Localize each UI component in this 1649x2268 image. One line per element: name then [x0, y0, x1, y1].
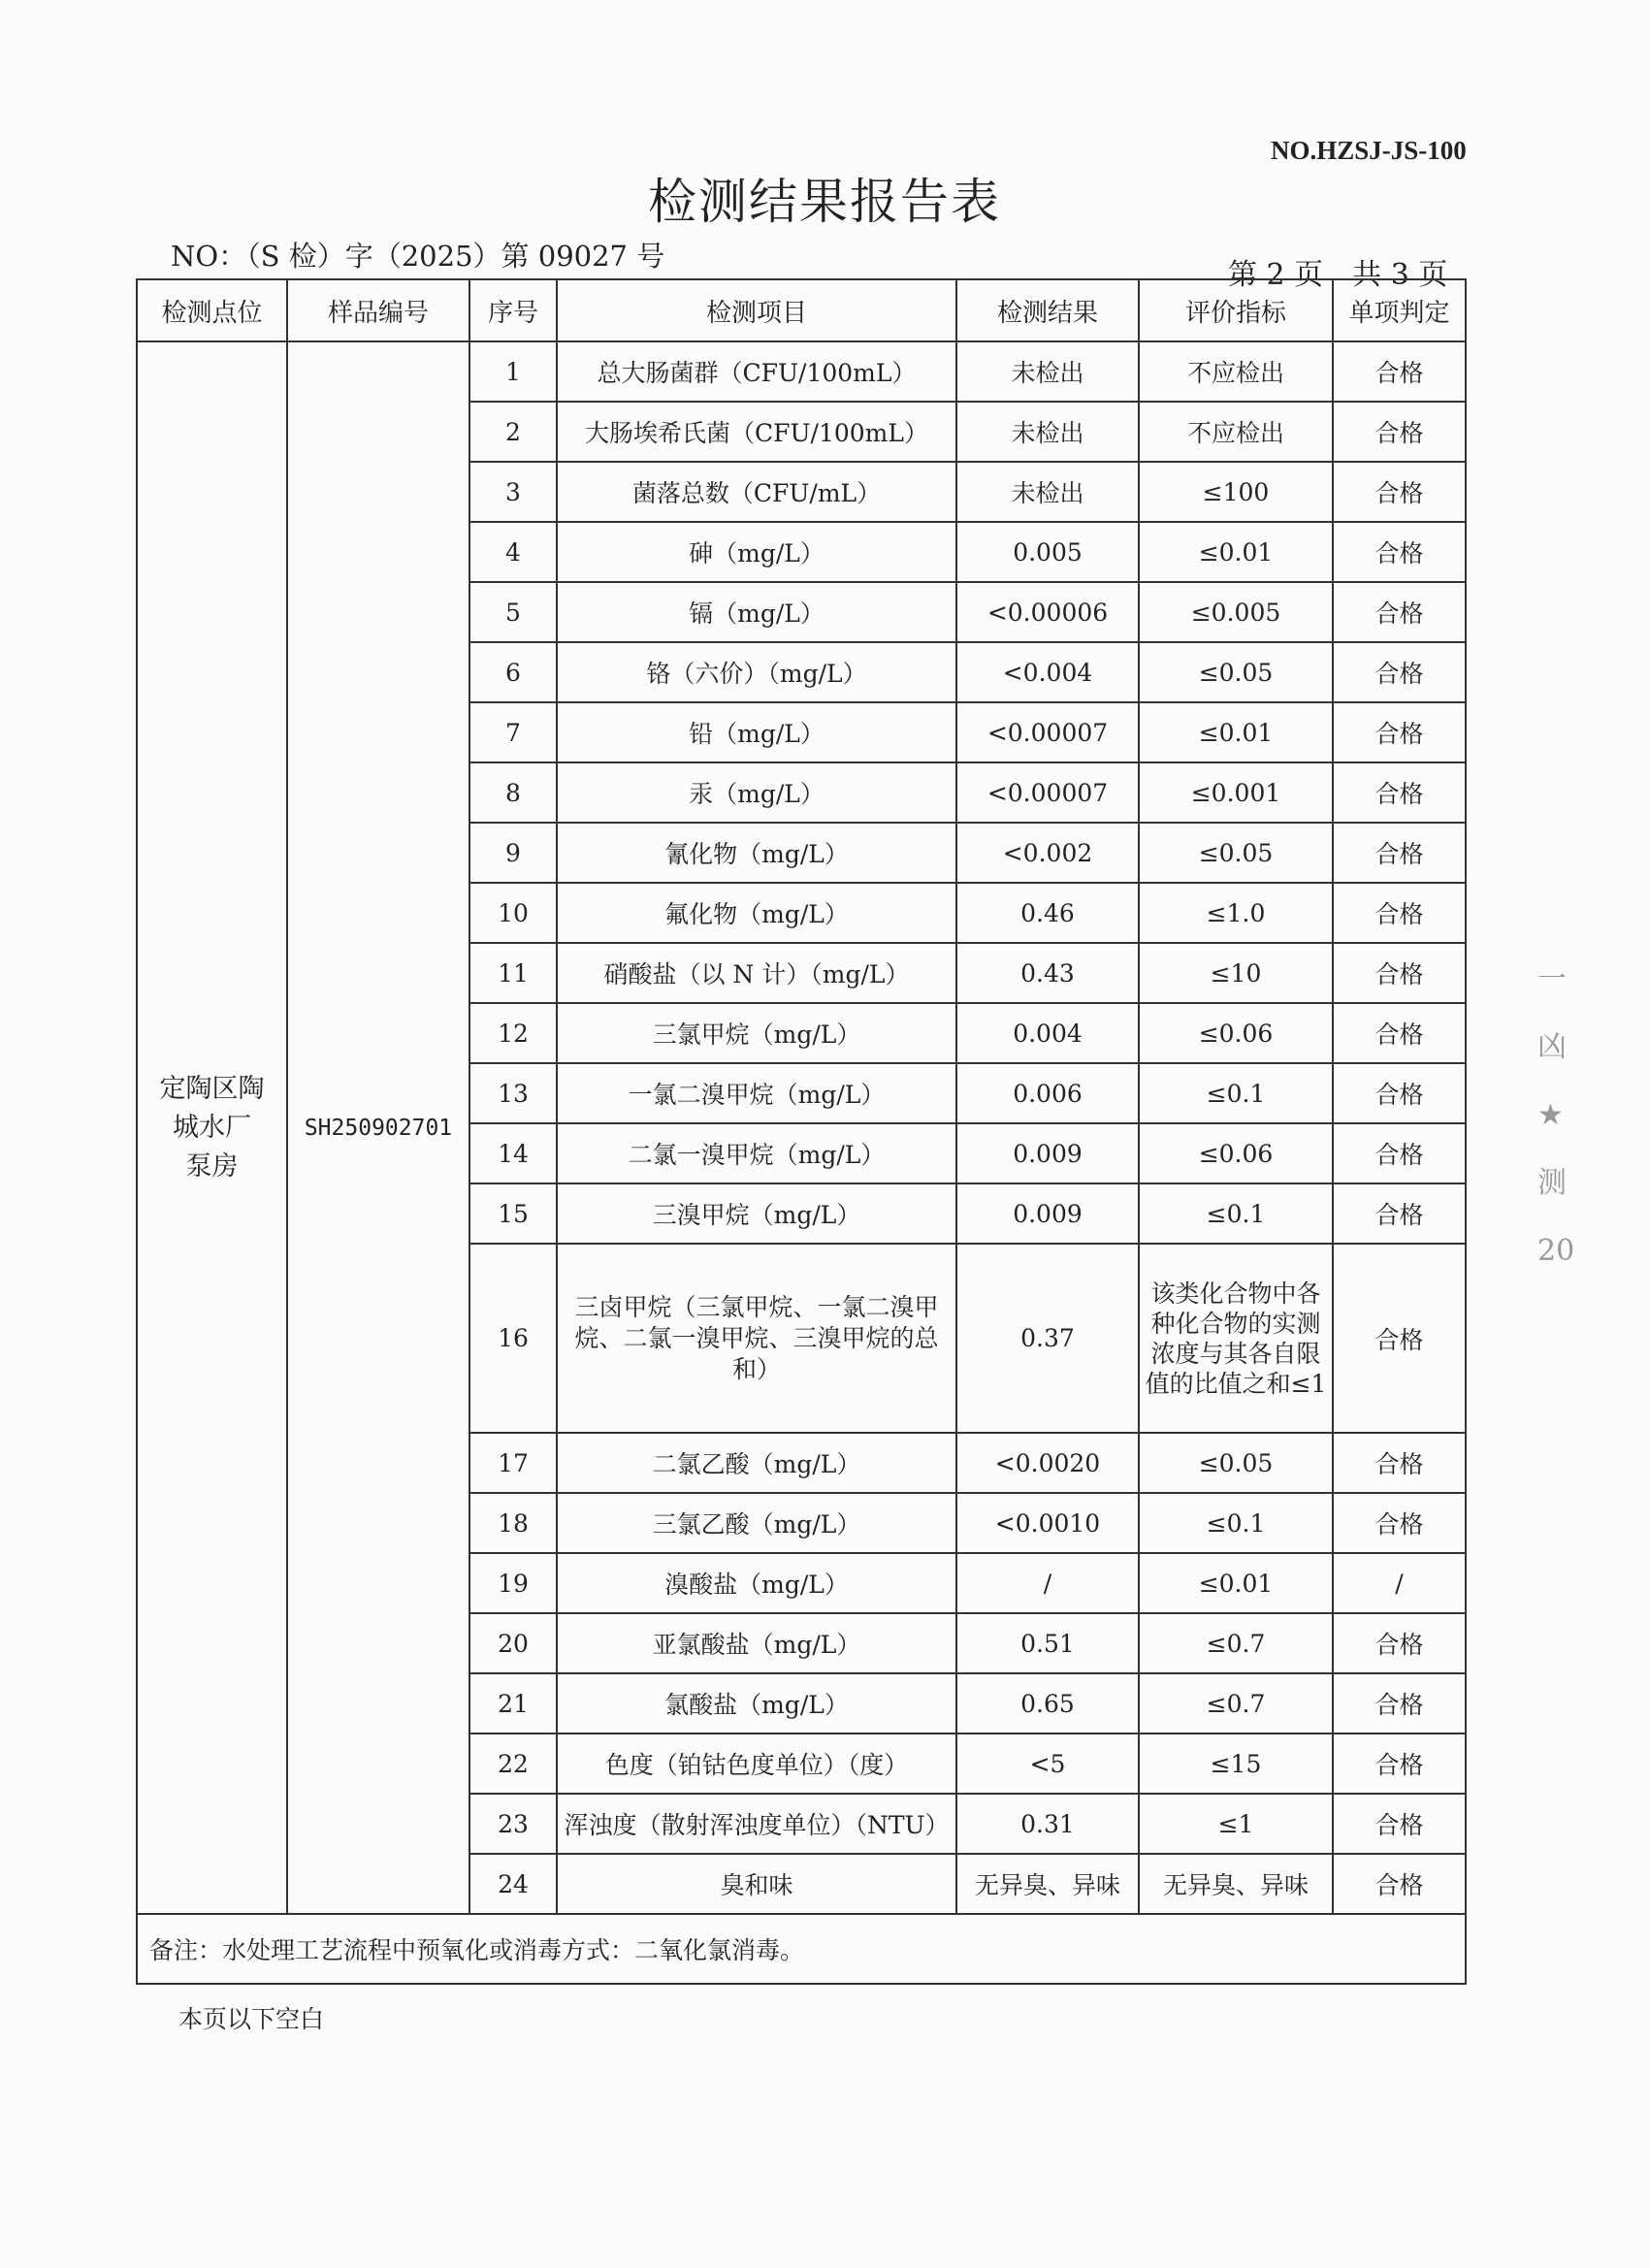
result-cell: <0.004	[956, 642, 1139, 702]
row-number-cell: 3	[469, 462, 557, 522]
criterion-cell: ≤0.1	[1139, 1063, 1333, 1123]
stamp-glyph: ★	[1537, 1098, 1564, 1132]
judgement-cell: 合格	[1333, 341, 1466, 402]
judgement-cell: 合格	[1333, 402, 1466, 462]
remark-row	[137, 1914, 1466, 1984]
criterion-cell: 不应检出	[1139, 402, 1333, 462]
result-cell: <0.0020	[956, 1433, 1139, 1493]
row-number-cell: 4	[469, 522, 557, 582]
judgement-cell: 合格	[1333, 1794, 1466, 1854]
test-item-cell: 三卤甲烷（三氯甲烷、一氯二溴甲烷、二氯一溴甲烷、三溴甲烷的总和）	[557, 1244, 956, 1433]
judgement-cell: 合格	[1333, 1183, 1466, 1244]
criterion-cell: ≤0.005	[1139, 582, 1333, 642]
result-cell: 0.004	[956, 1003, 1139, 1063]
result-cell: <0.00007	[956, 702, 1139, 762]
judgement-cell: 合格	[1333, 823, 1466, 883]
row-number-cell: 11	[469, 943, 557, 1003]
result-cell: <5	[956, 1733, 1139, 1794]
test-item-cell: 色度（铂钴色度单位）（度）	[557, 1733, 956, 1794]
result-cell: 0.009	[956, 1183, 1139, 1244]
test-item-cell: 三溴甲烷（mg/L）	[557, 1183, 956, 1244]
result-cell: <0.0010	[956, 1493, 1139, 1553]
result-cell: 未检出	[956, 341, 1139, 402]
row-number-cell: 6	[469, 642, 557, 702]
test-item-cell: 总大肠菌群（CFU/100mL）	[557, 341, 956, 402]
stamp-fragment	[1537, 946, 1576, 1266]
page-title: 检测结果报告表	[648, 174, 1001, 230]
report-number: NO：（S 检）字（2025）第 09027 号	[171, 240, 665, 273]
results-table	[136, 278, 1467, 1985]
column-header: 检测项目	[557, 279, 956, 341]
stamp-glyph: 20	[1537, 1234, 1575, 1266]
blank-note: 本页以下空白	[178, 2005, 325, 2033]
result-cell: 0.51	[956, 1613, 1139, 1673]
result-cell: <0.002	[956, 823, 1139, 883]
table-body	[137, 341, 1466, 1984]
column-header: 评价指标	[1139, 279, 1333, 341]
criterion-cell: 该类化合物中各种化合物的实测浓度与其各自限值的比值之和≤1	[1139, 1244, 1333, 1433]
remark-cell: 备注：水处理工艺流程中预氧化或消毒方式：二氧化氯消毒。	[137, 1914, 1466, 1984]
stamp-glyph: 测	[1537, 1166, 1567, 1200]
row-number-cell: 5	[469, 582, 557, 642]
judgement-cell: 合格	[1333, 1123, 1466, 1183]
test-item-cell: 三氯乙酸（mg/L）	[557, 1493, 956, 1553]
judgement-cell: 合格	[1333, 1673, 1466, 1733]
judgement-cell: 合格	[1333, 462, 1466, 522]
row-number-cell: 9	[469, 823, 557, 883]
criterion-cell: ≤10	[1139, 943, 1333, 1003]
test-item-cell: 浑浊度（散射浑浊度单位）（NTU）	[557, 1794, 956, 1854]
row-number-cell: 19	[469, 1553, 557, 1613]
row-number-cell: 13	[469, 1063, 557, 1123]
table-header-row	[137, 279, 1466, 341]
criterion-cell: ≤0.7	[1139, 1613, 1333, 1673]
document-code: NO.HZSJ-JS-100	[1271, 136, 1467, 165]
row-number-cell: 23	[469, 1794, 557, 1854]
test-item-cell: 溴酸盐（mg/L）	[557, 1553, 956, 1613]
test-item-cell: 二氯乙酸（mg/L）	[557, 1433, 956, 1493]
test-item-cell: 镉（mg/L）	[557, 582, 956, 642]
criterion-cell: ≤0.06	[1139, 1123, 1333, 1183]
criterion-cell: ≤0.05	[1139, 823, 1333, 883]
test-item-cell: 臭和味	[557, 1854, 956, 1914]
sampling-site-line: 定陶区陶	[159, 1073, 265, 1104]
row-number-cell: 18	[469, 1493, 557, 1553]
criterion-cell: ≤1.0	[1139, 883, 1333, 943]
test-item-cell: 一氯二溴甲烷（mg/L）	[557, 1063, 956, 1123]
table-row	[137, 341, 1466, 402]
criterion-cell: ≤15	[1139, 1733, 1333, 1794]
test-item-cell: 氰化物（mg/L）	[557, 823, 956, 883]
row-number-cell: 21	[469, 1673, 557, 1733]
result-cell: 未检出	[956, 402, 1139, 462]
criterion-cell: ≤0.01	[1139, 1553, 1333, 1613]
stamp-glyph: 凶	[1537, 1030, 1567, 1064]
result-cell: 0.46	[956, 883, 1139, 943]
column-header: 检测结果	[956, 279, 1139, 341]
judgement-cell: 合格	[1333, 1063, 1466, 1123]
judgement-cell: 合格	[1333, 582, 1466, 642]
result-cell: 0.005	[956, 522, 1139, 582]
criterion-cell: ≤100	[1139, 462, 1333, 522]
criterion-cell: ≤0.05	[1139, 642, 1333, 702]
row-number-cell: 15	[469, 1183, 557, 1244]
test-item-cell: 铅（mg/L）	[557, 702, 956, 762]
test-item-cell: 二氯一溴甲烷（mg/L）	[557, 1123, 956, 1183]
judgement-cell: 合格	[1333, 1733, 1466, 1794]
criterion-cell: 不应检出	[1139, 341, 1333, 402]
test-item-cell: 汞（mg/L）	[557, 762, 956, 823]
result-cell: 0.65	[956, 1673, 1139, 1733]
judgement-cell: 合格	[1333, 702, 1466, 762]
result-cell: 0.43	[956, 943, 1139, 1003]
test-item-cell: 三氯甲烷（mg/L）	[557, 1003, 956, 1063]
criterion-cell: ≤0.01	[1139, 522, 1333, 582]
judgement-cell: 合格	[1333, 1244, 1466, 1433]
judgement-cell: 合格	[1333, 1613, 1466, 1673]
row-number-cell: 16	[469, 1244, 557, 1433]
row-number-cell: 12	[469, 1003, 557, 1063]
row-number-cell: 2	[469, 402, 557, 462]
criterion-cell: ≤0.7	[1139, 1673, 1333, 1733]
row-number-cell: 20	[469, 1613, 557, 1673]
criterion-cell: ≤1	[1139, 1794, 1333, 1854]
judgement-cell: 合格	[1333, 943, 1466, 1003]
judgement-cell: 合格	[1333, 522, 1466, 582]
criterion-cell: ≤0.1	[1139, 1493, 1333, 1553]
result-cell: 0.37	[956, 1244, 1139, 1433]
judgement-cell: 合格	[1333, 642, 1466, 702]
result-cell: 0.006	[956, 1063, 1139, 1123]
test-item-cell: 铬（六价）（mg/L）	[557, 642, 956, 702]
row-number-cell: 7	[469, 702, 557, 762]
judgement-cell: 合格	[1333, 1433, 1466, 1493]
sampling-site-line: 泵房	[185, 1150, 239, 1182]
page-info: 第 2 页 共 3 页	[1228, 258, 1448, 292]
sample-id-cell: SH250902701	[287, 341, 469, 1914]
column-header: 检测点位	[137, 279, 287, 341]
criterion-cell: ≤0.05	[1139, 1433, 1333, 1493]
criterion-cell: ≤0.01	[1139, 702, 1333, 762]
column-header: 样品编号	[287, 279, 469, 341]
column-header: 单项判定	[1333, 279, 1466, 341]
judgement-cell: /	[1333, 1553, 1466, 1613]
result-cell: <0.00006	[956, 582, 1139, 642]
judgement-cell: 合格	[1333, 1493, 1466, 1553]
row-number-cell: 14	[469, 1123, 557, 1183]
judgement-cell: 合格	[1333, 1854, 1466, 1914]
criterion-cell: 无异臭、异味	[1139, 1854, 1333, 1914]
sampling-site-cell	[137, 341, 287, 1914]
row-number-cell: 10	[469, 883, 557, 943]
row-number-cell: 17	[469, 1433, 557, 1493]
stamp-glyph: 一	[1537, 962, 1567, 996]
test-item-cell: 亚氯酸盐（mg/L）	[557, 1613, 956, 1673]
row-number-cell: 1	[469, 341, 557, 402]
result-cell: 0.31	[956, 1794, 1139, 1854]
result-cell: 无异臭、异味	[956, 1854, 1139, 1914]
sampling-site-line: 城水厂	[173, 1112, 251, 1143]
result-cell: <0.00007	[956, 762, 1139, 823]
judgement-cell: 合格	[1333, 883, 1466, 943]
test-item-cell: 大肠埃希氏菌（CFU/100mL）	[557, 402, 956, 462]
result-cell: 0.009	[956, 1123, 1139, 1183]
judgement-cell: 合格	[1333, 1003, 1466, 1063]
row-number-cell: 22	[469, 1733, 557, 1794]
row-number-cell: 8	[469, 762, 557, 823]
test-item-cell: 氯酸盐（mg/L）	[557, 1673, 956, 1733]
result-cell: /	[956, 1553, 1139, 1613]
judgement-cell: 合格	[1333, 762, 1466, 823]
test-item-cell: 硝酸盐（以 N 计）（mg/L）	[557, 943, 956, 1003]
criterion-cell: ≤0.1	[1139, 1183, 1333, 1244]
criterion-cell: ≤0.001	[1139, 762, 1333, 823]
row-number-cell: 24	[469, 1854, 557, 1914]
column-header: 序号	[469, 279, 557, 341]
criterion-cell: ≤0.06	[1139, 1003, 1333, 1063]
result-cell: 未检出	[956, 462, 1139, 522]
test-item-cell: 砷（mg/L）	[557, 522, 956, 582]
test-item-cell: 氟化物（mg/L）	[557, 883, 956, 943]
test-item-cell: 菌落总数（CFU/mL）	[557, 462, 956, 522]
